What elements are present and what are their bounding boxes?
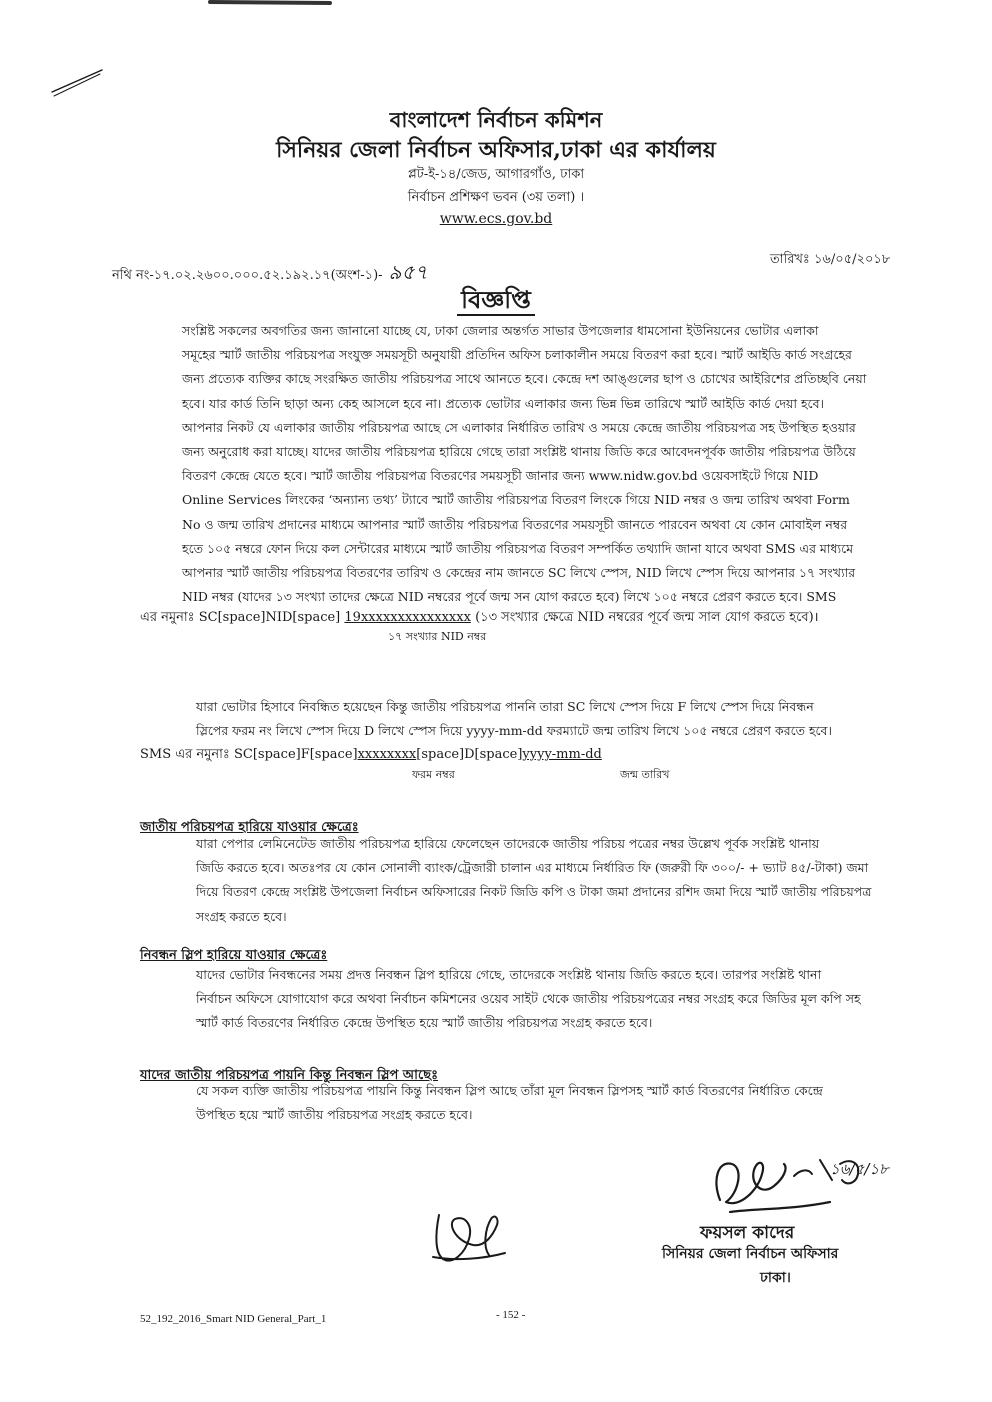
sms-sample-form xyxy=(140,745,932,766)
para1-line: আপনার নিকট যে এলাকার জাতীয় পরিচয়পত্র আছে সে এলাকার নির্ধারিত তারিখ ও সময়ে কেন্দ্রে জাতীয় পরিচয়পত্র সহ উপস্থিত হওয়ার xyxy=(182,419,856,435)
sample1-prefix: এর নমুনাঃ SC[space]NID[space] xyxy=(140,610,341,625)
section-have-slip-body xyxy=(140,1079,932,1127)
section1-line: যারা পেপার লেমিনেটেড জাতীয় পরিচয়পত্র হারিয়ে ফেলেছেন তাদেরকে জাতীয় পরিচয় পত্রের নম্বর উল্লেখ পূর্বক সংশ্লিষ্ট থানায় xyxy=(196,836,820,851)
section-lost-nid-title: জাতীয় পরিচয়পত্র হারিয়ে যাওয়ার ক্ষেত্রেঃ xyxy=(140,820,359,835)
para2-line: যারা ভোটার হিসাবে নিবন্ধিত হয়েছেন কিন্তু জাতীয় পরিচয়পত্র পাননি তারা SC লিখে স্পেস দিয়ে F লিখে স্পেস দিয়ে নিবন্ধন xyxy=(196,699,814,714)
section3-line: যে সকল ব্যক্তি জাতীয় পরিচয়পত্র পায়নি কিন্তু নিবন্ধন স্লিপ আছে তাঁরা মূল নিবন্ধন স্লিপসহ স্মার্ট কার্ড বিতরণের নির্ধারিত কেন্দ্রে xyxy=(196,1083,823,1098)
website-link[interactable]: www.ecs.gov.bd xyxy=(439,211,553,227)
sample1-caption: ১৭ সংখ্যার NID নম্বর xyxy=(388,630,487,643)
section-lost-nid-body xyxy=(140,832,932,929)
para1-line: জন্য প্রত্যেক ব্যক্তির কাছে সংরক্ষিত জাতীয় পরিচয়পত্র সাথে আনতে হবে। কেন্দ্রে দশ আঙ্গুলের ছাপ ও চোখের আইরিশের প্রতিচ্ছবি নেয়া xyxy=(182,371,867,387)
para1-line: আপনার স্মার্ট জাতীয় পরিচয়পত্র বিতরণের তারিখ ও কেন্দ্রের নাম জানতে SC লিখে স্পেস, NID লিখে স্পেস দিয়ে আপনার ১৭ সংখ্যার xyxy=(182,565,856,581)
para1-line: NID নম্বর (যাদের ১৩ সংখ্যা তাদের ক্ষেত্রে NID নম্বরের পূর্বে জন্ম সন যোগ করতে হবে) লিখে ১০৫ নম্বরে প্রেরণ করতে হবে। SMS xyxy=(182,589,837,605)
sample1-code: 19xxxxxxxxxxxxxxx xyxy=(344,610,471,625)
para1-line: হবে। যার কার্ড তিনি ছাড়া অন্য কেহ আসলে হবে না। প্রত্যেক ভোটার এলাকার জন্য ভিন্ন ভিন্ন তারিখে স্মার্ট আইডি কার্ড দেয়া হবে। xyxy=(182,395,825,411)
officer-name: ফয়সল কাদের xyxy=(700,1223,795,1243)
section2-line: যাদের ভোটার নিবন্ধনের সময় প্রদত্ত নিবন্ধন স্লিপ হারিয়ে গেছে, তাদেরকে সংশ্লিষ্ট থানায় জিডি করতে হবে। তারপর সংশ্লিষ্ট থানা xyxy=(196,967,822,982)
intro-paragraph xyxy=(140,319,932,609)
section1-line: সংগ্রহ করতে হবে। xyxy=(196,908,287,924)
sample2-caption-form: ফরম নম্বর xyxy=(412,768,455,781)
notice-date: তারিখঃ ১৬/০৫/২০১৮ xyxy=(770,252,891,267)
footer-filename: 52_192_2016_Smart NID General_Part_1 xyxy=(140,1313,327,1325)
para1-line: No ও জন্ম তারিখ প্রদানের মাধ্যমে আপনার স্মার্ট জাতীয় পরিচয়পত্র বিতরণের সময়সূচী জানতে পারবেন অথবা যে কোন মোবাইল নম্বর xyxy=(182,516,848,532)
office-address: প্লট-ই-১৪/জেড, আগারগাঁও, ঢাকা xyxy=(407,167,585,182)
organization-title: বাংলাদেশ নির্বাচন কমিশন xyxy=(389,107,603,132)
para1-line: বিতরণ কেন্দ্রে যেতে হবে। স্মার্ট জাতীয় পরিচয়পত্র বিতরণের সময়সূচী জানার জন্য www.nidw.gov.bd ওয়েবসাইটে গিয়ে NID xyxy=(182,468,819,484)
officer-designation: সিনিয়র জেলা নির্বাচন অফিসার xyxy=(662,1246,839,1262)
sample2-form: xxxxxxxx xyxy=(357,747,417,762)
page-number: - 152 - xyxy=(496,1309,526,1321)
para1-line: জন্য অনুরোধ করা যাচ্ছে। যাদের জাতীয় পরিচয়পত্র হারিয়ে গেছে তারা সংশ্লিষ্ট থানায় জিডি করে আবেদনপূর্বক জাতীয় পরিচয়পত্র উঠিয়ে xyxy=(182,444,856,460)
para1-line: সংশ্লিষ্ট সকলের অবগতির জন্য জানানো যাচ্ছে যে, ঢাকা জেলার অন্তর্গত সাভার উপজেলার ধামসোনা ইউনিয়নের ভোটার এলাকা xyxy=(182,323,819,338)
office-building: নির্বাচন প্রশিক্ষণ ভবন (৩য় তলা) । xyxy=(407,190,585,205)
sample2-mid: [space]D[space] xyxy=(416,747,523,762)
unregistered-paragraph xyxy=(140,695,932,743)
sample2-caption-date: জন্ম তারিখ xyxy=(620,768,670,781)
handwritten-sign-date: ১৬/৫/১৮ xyxy=(830,1160,889,1178)
initials-signature xyxy=(425,1195,515,1270)
section2-line: নির্বাচন অফিসে যোগাযোগ করে অথবা নির্বাচন কমিশনের ওয়েব সাইট থেকে জাতীয় পরিচয়পত্রের নম্বর সংগ্রহ করে জিডির মূল কপি সহ xyxy=(196,991,861,1007)
sample1-suffix: (১৩ সংখ্যার ক্ষেত্রে NID নম্বরের পূর্বে জন্ম সাল যোগ করতে হবে)। xyxy=(475,610,819,625)
para1-line: হতে ১০৫ নম্বরে ফোন দিয়ে কল সেন্টারের মাধ্যমে স্মার্ট জাতীয় পরিচয়পত্র বিতরণ সম্পর্কিত তথ্যাদি জানা যাবে অথবা SMS এর মাধ্যমে xyxy=(182,540,854,556)
sample2-date: yyyy-mm-dd xyxy=(522,747,602,762)
para2-line: স্লিপের ফরম নং লিখে স্পেস দিয়ে D লিখে স্পেস দিয়ে yyyy-mm-dd ফরম্যাটে জন্ম তারিখ লিখে ১০৫ নম্বরে প্রেরণ করতে হবে। xyxy=(196,723,832,739)
section1-line: দিয়ে বিতরণ কেন্দ্রে সংশ্লিষ্ট উপজেলা নির্বাচন অফিসারের নিকট জিডি কপি ও টাকা জমা প্রদানের রশিদ জমা দিয়ে স্মার্ট জাতীয় পরিচয়পত্র xyxy=(196,884,872,900)
section1-line: জিডি করতে হবে। অতঃপর যে কোন সোনালী ব্যাংক/ট্রেজারী চালান এর মাধ্যমে নির্ধারিত ফি (জরুরী ফি ৩০০/- + ভ্যাট ৪৫/-টাকা) জমা xyxy=(196,860,869,876)
section2-line: স্মার্ট কার্ড বিতরণের নির্ধারিত কেন্দ্রে উপস্থিত হয়ে স্মার্ট জাতীয় পরিচয়পত্র সংগ্রহ করতে হবে। xyxy=(196,1015,653,1031)
reference-text: নথি নং-১৭.০২.২৬০০.০০০.৫২.১৯২.১৭(অংশ-১)- xyxy=(112,268,383,283)
section3-line: উপস্থিত হয়ে স্মার্ট জাতীয় পরিচয়পত্র সংগ্রহ করতে হবে। xyxy=(196,1107,473,1123)
sample2-prefix: SMS এর নমুনাঃ SC[space]F[space] xyxy=(140,747,358,762)
section-lost-slip-title: নিবন্ধন স্লিপ হারিয়ে যাওয়ার ক্ষেত্রেঃ xyxy=(140,948,328,963)
section-lost-slip-body xyxy=(140,963,932,1036)
sms-sample-nid xyxy=(140,607,932,629)
notice-heading-text: বিজ্ঞপ্তি xyxy=(457,285,535,316)
para1-line: Online Services লিংকের ‘অন্যান্য তথ্য’ ট্যাবে স্মার্ট জাতীয় পরিচয়পত্র বিতরণ লিংকে গিয়ে NID নম্বর ও জন্ম তারিখ অথবা Form xyxy=(182,492,850,508)
scan-pen-mark xyxy=(0,0,992,120)
para1-line: সমূহের স্মার্ট জাতীয় পরিচয়পত্র সংযুক্ত সময়সূচী অনুযায়ী প্রতিদিন অফিস চলাকালীন সময়ে বিতরণ করা হবে। স্মার্ট আইডি কার্ড সংগ্রহের xyxy=(182,347,852,363)
officer-place: ঢাকা। xyxy=(760,1270,791,1286)
section-have-slip-title: যাদের জাতীয় পরিচয়পত্র পায়নি কিন্তু নিবন্ধন স্লিপ আছেঃ xyxy=(140,1068,439,1083)
handwritten-ref: ৯৫৭ xyxy=(388,260,428,284)
notice-heading xyxy=(0,282,992,322)
office-title: সিনিয়র জেলা নির্বাচন অফিসার,ঢাকা এর কার্যালয় xyxy=(276,137,716,163)
